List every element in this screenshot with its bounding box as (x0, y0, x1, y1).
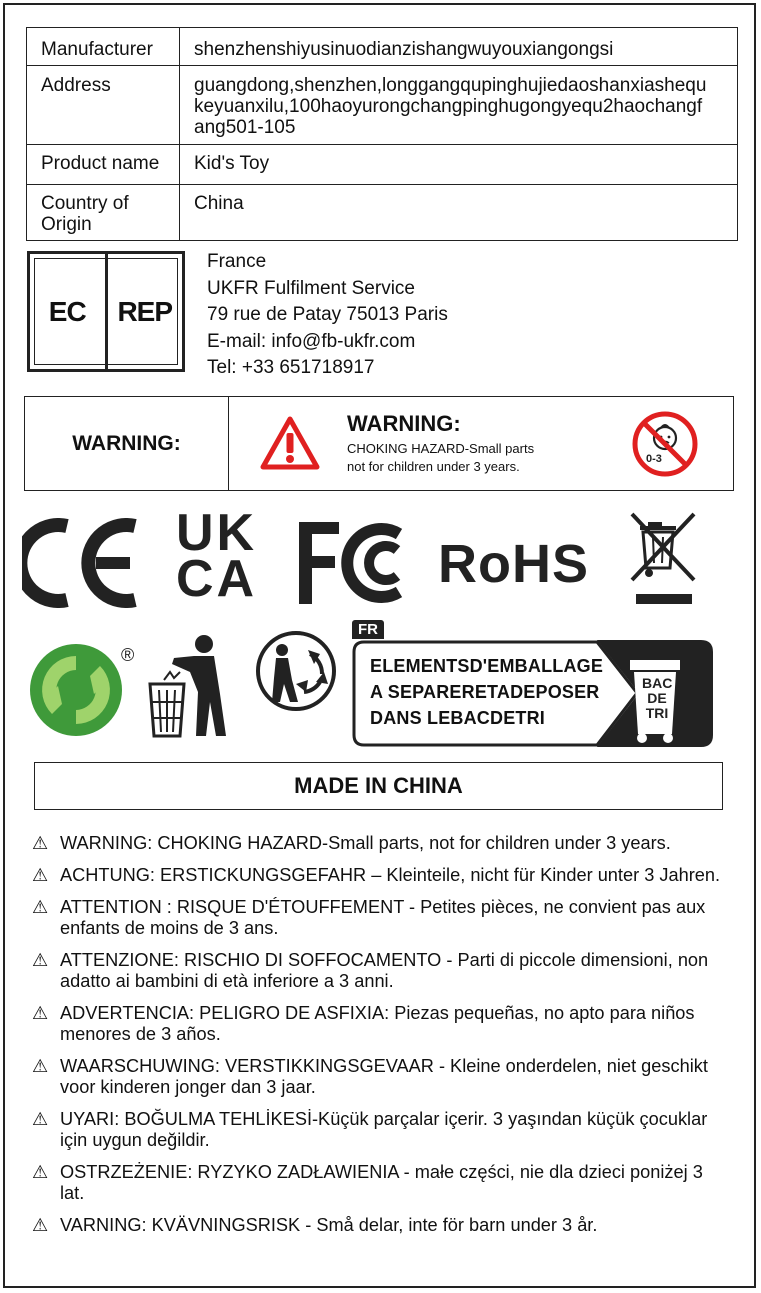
bin-line: DE (647, 690, 667, 706)
warning-icon: ⚠ (32, 1056, 49, 1076)
warning-icon: ⚠ (32, 1003, 49, 1023)
address-line: Tel: +33 651718917 (207, 357, 375, 378)
warning-text: ACHTUNG: ERSTICKUNGSGEFAHR – Kleinteile, nicht für Kinder unter 3 Jahren. (60, 865, 721, 885)
country-key: Country of Origin (27, 185, 180, 241)
address-value (180, 66, 738, 145)
warning-text: ATTENTION : RISQUE D'ÉTOUFFEMENT - Petites pièces, ne convient pas aux enfants de moins de 3 ans. (60, 897, 706, 938)
ukca-bottom: CA (176, 550, 258, 608)
triman-icon (250, 628, 342, 714)
warning-title: WARNING: (347, 411, 461, 436)
ukca-mark (176, 504, 276, 608)
warning-icon: ⚠ (32, 865, 49, 885)
tidyman-icon (144, 632, 232, 740)
list-item (32, 833, 732, 854)
list-item (32, 1109, 732, 1151)
multilingual-warnings (32, 833, 732, 1247)
address-line: E-mail: info@fb-ukfr.com (207, 330, 416, 352)
ec-rep-symbol (27, 251, 185, 372)
product-name-key: Product name (27, 145, 180, 185)
address-key: Address (27, 66, 180, 145)
product-info-table (26, 27, 738, 241)
warning-text: UYARI: BOĞULMA TEHLİKESİ-Küçük parçalar içerir. 3 yaşından küçük çocuklar için uygun değildir. (60, 1109, 708, 1150)
warning-text: ADVERTENCIA: PELIGRO DE ASFIXIA: Piezas pequeñas, no apto para niños menores de 3 años. (60, 1003, 695, 1044)
rohs-mark: RoHS (438, 534, 589, 594)
ec-text: EC (48, 295, 86, 327)
table-row (27, 66, 738, 145)
address-text: guangdong,shenzhen,longgangqupinghujiedaoshanxiashequkeyuanxilu,100haoyurongchangpinghugongyequ2haochangfang501-105 (194, 75, 707, 138)
country-value: China (180, 185, 738, 241)
list-item (32, 1056, 732, 1098)
manufacturer-key: Manufacturer (27, 28, 180, 66)
warning-icon: ⚠ (32, 1162, 49, 1182)
fr-tag: FR (352, 620, 384, 639)
warning-text: WARNING: CHOKING HAZARD-Small parts, not for children under 3 years. (60, 833, 671, 853)
age-badge: 0-3 (646, 453, 662, 465)
bin-line: TRI (645, 705, 669, 721)
rep-text: REP (105, 254, 183, 369)
table-row (27, 185, 738, 241)
bac-de-tri-text (642, 676, 672, 721)
triman-line-3: DANS LEBACDETRI (370, 708, 546, 728)
warning-text: OSTRZEŻENIE: RYZYKO ZADŁAWIENIA - małe części, nie dla dzieci poniżej 3 lat. (60, 1162, 703, 1203)
warning-icon: ⚠ (32, 1109, 49, 1129)
warning-line-1: CHOKING HAZARD-Small parts (347, 441, 535, 456)
ce-mark-icon (22, 518, 142, 608)
ec-rep-address (207, 249, 448, 382)
bin-line: BAC (642, 675, 673, 691)
registered-mark: ® (121, 645, 135, 665)
list-item (32, 1215, 732, 1236)
list-item (32, 950, 732, 992)
warning-icon: ⚠ (32, 1215, 49, 1235)
fcc-mark-icon (295, 518, 415, 608)
triman-line-2: A SEPARERETADEPOSER (370, 682, 600, 702)
warning-text: WAARSCHUWING: VERSTIKKINGSGEVAAR - Kleine onderdelen, niet geschikt voor kinderen jonger dan 3 jaar. (60, 1056, 708, 1097)
table-row (27, 28, 738, 66)
warning-box (24, 396, 734, 491)
manufacturer-value: shenzhenshiyusinuodianzishangwuyouxiangongsi (180, 28, 738, 66)
warning-text: ATTENZIONE: RISCHIO DI SOFFOCAMENTO - Parti di piccole dimensioni, non adatto ai bambini di età inferiore a 3 anni. (60, 950, 709, 991)
list-item (32, 1162, 732, 1204)
address-line: UKFR Fulfilment Service (207, 277, 415, 299)
warning-text: VARNING: KVÄVNINGSRISK - Små delar, inte för barn under 3 år. (60, 1215, 598, 1235)
list-item (32, 897, 732, 939)
made-in-china-box: MADE IN CHINA (34, 762, 723, 810)
warning-label: WARNING: (25, 397, 229, 490)
list-item (32, 1003, 732, 1045)
list-item (32, 865, 732, 886)
table-row (27, 145, 738, 185)
triman-line-1: ELEMENTSD'EMBALLAGE (370, 656, 604, 676)
green-dot-recycling-icon (28, 642, 128, 738)
ukca-top: UK (176, 504, 258, 562)
warning-icon: ⚠ (32, 833, 49, 853)
product-name-value: Kid's Toy (180, 145, 738, 185)
address-line: France (207, 251, 267, 272)
warning-triangle-icon (259, 415, 321, 471)
crossed-bin-icon (628, 510, 700, 608)
address-line: 79 rue de Patay 75013 Paris (207, 304, 448, 325)
warning-icon: ⚠ (32, 950, 49, 970)
warning-line-2: not for children under 3 years. (347, 459, 520, 474)
triman-sorting-info (352, 621, 713, 747)
no-children-under-3-icon (631, 410, 699, 478)
warning-icon: ⚠ (32, 897, 49, 917)
